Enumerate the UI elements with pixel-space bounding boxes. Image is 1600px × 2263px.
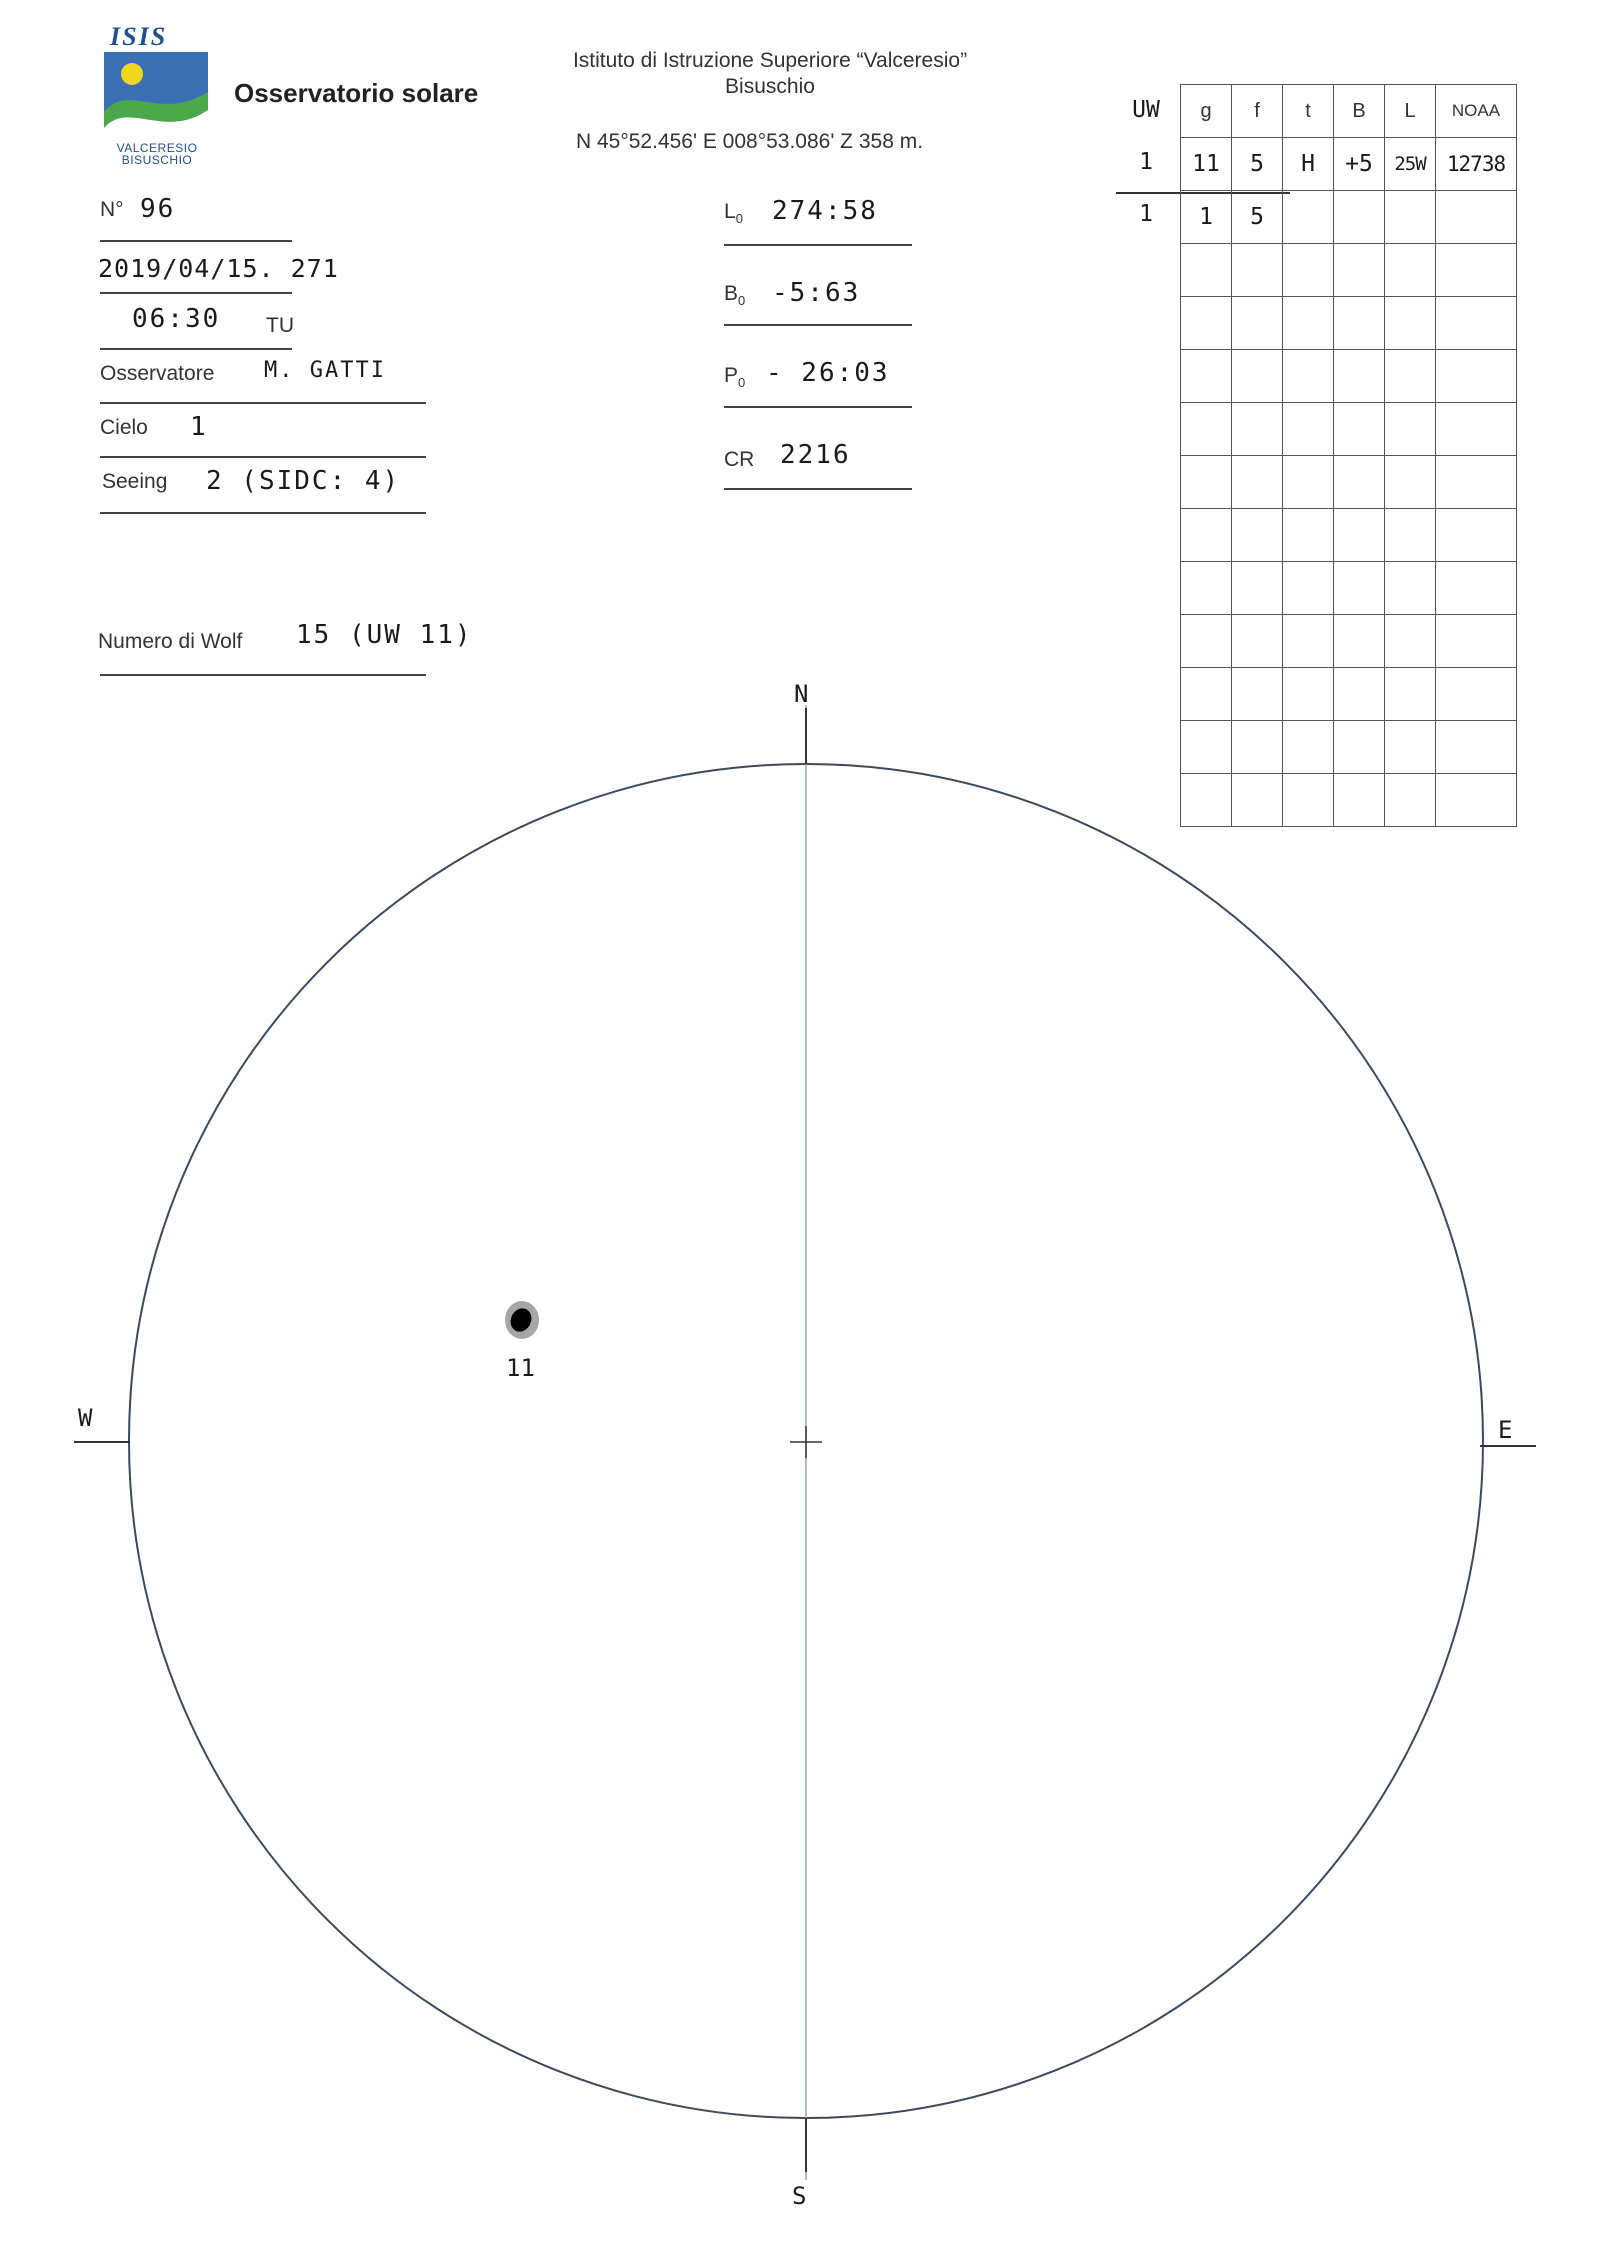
north-label: N (794, 680, 809, 708)
table-row (1181, 138, 1517, 191)
B0-underline (724, 324, 912, 326)
time-unit: TU (266, 314, 294, 337)
table-cell-empty (1334, 350, 1385, 403)
table-row-empty (1181, 244, 1517, 297)
table-cell-empty (1385, 509, 1436, 562)
table-cell-empty (1232, 297, 1283, 350)
table-cell-empty (1385, 350, 1436, 403)
table-cell-empty (1232, 721, 1283, 774)
table-cell-empty (1283, 721, 1334, 774)
institute-name (510, 48, 1030, 100)
table-cell-empty (1283, 562, 1334, 615)
table-row-empty (1181, 774, 1517, 827)
table-cell-empty (1181, 774, 1232, 827)
uw-row-1: 1 (1139, 149, 1153, 175)
table-cell-empty (1283, 350, 1334, 403)
table-cell-empty (1436, 721, 1517, 774)
table-row-empty (1181, 615, 1517, 668)
observer-value: M. GATTI (264, 358, 386, 383)
table-cell-empty (1232, 403, 1283, 456)
B0-value: -5:63 (772, 278, 861, 308)
table-row-empty (1181, 509, 1517, 562)
east-label: E (1498, 1416, 1513, 1444)
observation-date: 2019/04/15. 271 (98, 254, 339, 283)
table-row-empty (1181, 562, 1517, 615)
observer-label: Osservatore (100, 362, 215, 385)
CR-underline (724, 488, 912, 490)
seeing-underline (100, 512, 426, 514)
number-label: N° (100, 198, 124, 221)
table-row-empty (1181, 297, 1517, 350)
table-cell-empty (1334, 562, 1385, 615)
sunspot-group-label: 11 (506, 1354, 535, 1382)
table-cell-empty (1385, 456, 1436, 509)
CR-value: 2216 (780, 440, 851, 470)
time-underline (100, 348, 292, 350)
table-cell-empty (1334, 721, 1385, 774)
table-cell-empty (1385, 403, 1436, 456)
table-cell-empty (1334, 297, 1385, 350)
col-header-t: t (1283, 85, 1334, 138)
table-cell: 11 (1181, 138, 1232, 191)
observation-time: 06:30 (132, 304, 221, 334)
col-header-L: L (1385, 85, 1436, 138)
table-cell-empty (1334, 244, 1385, 297)
table-cell-empty (1436, 297, 1517, 350)
table-row-empty (1181, 456, 1517, 509)
seeing-label: Seeing (102, 470, 168, 493)
P0-value: - 26:03 (766, 358, 890, 388)
CR-label: CR (724, 448, 755, 471)
table-cell: 1 (1181, 191, 1232, 244)
table-cell-empty (1181, 721, 1232, 774)
institute-line1: Istituto di Istruzione Superiore “Valceresio” (572, 49, 968, 72)
table-cell: 5 (1232, 138, 1283, 191)
table-cell (1385, 191, 1436, 244)
table-cell-empty (1436, 244, 1517, 297)
L0-label: $L_0$ (724, 200, 743, 227)
south-label: S (792, 2182, 807, 2210)
table-cell-empty (1334, 509, 1385, 562)
table-cell-empty (1283, 509, 1334, 562)
col-header-f: f (1232, 85, 1283, 138)
B0-label: $B_0$ (724, 282, 746, 309)
table-cell-empty (1181, 668, 1232, 721)
table-cell-empty (1181, 509, 1232, 562)
table-cell-empty (1232, 456, 1283, 509)
observer-underline (100, 402, 426, 404)
number-underline (100, 240, 292, 242)
table-row-empty (1181, 721, 1517, 774)
table-header-row (1181, 85, 1517, 138)
P0-label: $P_0$ (724, 364, 746, 391)
table-cell-empty (1181, 403, 1232, 456)
table-cell-empty (1436, 615, 1517, 668)
table-cell-empty (1181, 562, 1232, 615)
uw-row-2: 1 (1139, 201, 1153, 227)
table-cell-empty (1232, 774, 1283, 827)
table-cell: H (1283, 138, 1334, 191)
table-cell-empty (1334, 403, 1385, 456)
logo-caption-line1: VALCERESIO (116, 141, 198, 155)
table-cell-empty (1436, 456, 1517, 509)
table-cell: +5 (1334, 138, 1385, 191)
table-cell-empty (1283, 456, 1334, 509)
table-cell: 5 (1232, 191, 1283, 244)
sunspot-umbra (507, 1305, 535, 1335)
table-row-empty (1181, 668, 1517, 721)
table-cell-empty (1181, 350, 1232, 403)
solar-limb (129, 764, 1483, 2118)
table-cell-empty (1283, 403, 1334, 456)
L0-value: 274:58 (772, 196, 878, 226)
groups-table (1180, 84, 1517, 827)
institute-logo (104, 22, 210, 167)
uw-column (1118, 84, 1174, 240)
col-header-B: B (1334, 85, 1385, 138)
logo-emblem-icon (104, 52, 208, 140)
col-header-g: g (1181, 85, 1232, 138)
table-cell-empty (1385, 297, 1436, 350)
table-cell-empty (1232, 350, 1283, 403)
table-row-empty (1181, 350, 1517, 403)
table-cell-empty (1436, 562, 1517, 615)
table-cell-empty (1385, 244, 1436, 297)
L0-underline (724, 244, 912, 246)
sky-value: 1 (190, 412, 208, 442)
wolf-value: 15 (UW 11) (296, 620, 473, 650)
west-label: W (78, 1404, 93, 1432)
table-cell (1436, 191, 1517, 244)
institute-line2: Bisuschio (725, 75, 815, 98)
table-cell-empty (1283, 615, 1334, 668)
observatory-title: Osservatorio solare (234, 78, 479, 108)
observatory-coordinates: N 45°52.456' E 008°53.086' Z 358 m. (576, 130, 924, 153)
date-underline (100, 292, 292, 294)
table-cell-empty (1283, 244, 1334, 297)
table-cell-empty (1385, 562, 1436, 615)
table-cell-empty (1283, 668, 1334, 721)
table-cell-empty (1232, 562, 1283, 615)
table-cell-empty (1385, 721, 1436, 774)
table-cell-empty (1181, 297, 1232, 350)
table-cell-empty (1334, 668, 1385, 721)
sunspot-penumbra (505, 1301, 539, 1339)
sky-underline (100, 456, 426, 458)
table-row (1181, 191, 1517, 244)
table-cell-empty (1385, 668, 1436, 721)
number-value: 96 (140, 194, 176, 224)
table-cell-empty (1232, 244, 1283, 297)
table-cell-empty (1334, 774, 1385, 827)
table-cell (1283, 191, 1334, 244)
sky-label: Cielo (100, 416, 148, 439)
wolf-underline (100, 674, 426, 676)
uw-header: UW (1132, 97, 1160, 123)
table-cell-empty (1436, 668, 1517, 721)
table-cell-empty (1181, 244, 1232, 297)
table-cell-empty (1232, 668, 1283, 721)
logo-mark: ISIS (110, 22, 168, 51)
table-cell-empty (1436, 403, 1517, 456)
table-row-empty (1181, 403, 1517, 456)
table-cell-empty (1232, 615, 1283, 668)
seeing-value: 2 (SIDC: 4) (206, 466, 401, 496)
table-cell-empty (1334, 615, 1385, 668)
empty-rows (1181, 244, 1517, 827)
table-cell-empty (1283, 774, 1334, 827)
table-cell-empty (1181, 456, 1232, 509)
table-cell-empty (1385, 615, 1436, 668)
col-header-noaa: NOAA (1436, 85, 1517, 138)
table-cell: 25W (1385, 138, 1436, 191)
wolf-label: Numero di Wolf (98, 630, 243, 653)
table-cell-empty (1334, 456, 1385, 509)
table-cell-empty (1232, 509, 1283, 562)
P0-underline (724, 406, 912, 408)
table-cell-empty (1436, 350, 1517, 403)
table-cell-empty (1283, 297, 1334, 350)
table-cell-empty (1181, 615, 1232, 668)
table-cell-empty (1385, 774, 1436, 827)
table-cell-empty (1436, 774, 1517, 827)
table-cell (1334, 191, 1385, 244)
table-cell-empty (1436, 509, 1517, 562)
logo-caption-line2: BISUSCHIO (121, 153, 193, 167)
table-cell: 12738 (1436, 138, 1517, 191)
